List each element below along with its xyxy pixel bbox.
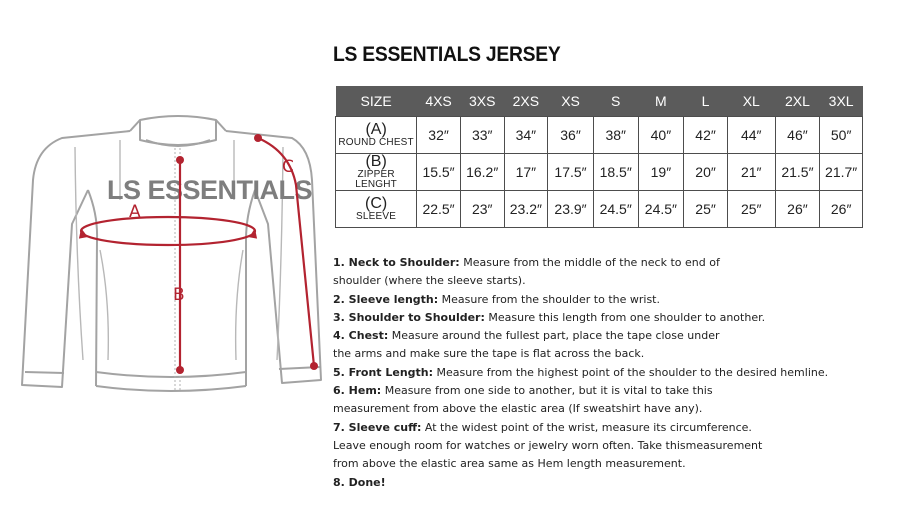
jersey-illustration	[0, 0, 330, 525]
row-letter: (B)	[365, 153, 387, 170]
chest-measurement-marker	[77, 202, 259, 245]
table-cell: 33″	[460, 117, 504, 154]
instruction-line	[333, 382, 853, 400]
instruction-line	[333, 291, 853, 309]
table-cell: 32″	[417, 117, 461, 154]
header-4xs: 4XS	[417, 86, 461, 117]
jersey-brand-label: LS ESSENTIALS	[107, 175, 313, 205]
table-cell: 42″	[684, 117, 728, 154]
chest-marker-letter: A	[129, 202, 141, 222]
table-cell: 40″	[638, 117, 684, 154]
table-cell: 23.2″	[504, 191, 548, 228]
row-letter: (C)	[365, 195, 388, 212]
header-xl: XL	[727, 86, 775, 117]
instruction-label: 2. Sleeve length:	[333, 292, 439, 306]
table-cell: 36″	[548, 117, 594, 154]
instruction-line	[333, 419, 853, 437]
table-cell: 26″	[820, 191, 863, 228]
instruction-line	[333, 254, 853, 272]
page-title: LS ESSENTIALS JERSEY	[333, 43, 561, 66]
zipper-marker-letter: B	[173, 285, 185, 305]
instruction-text: Measure from the middle of the neck to end of	[459, 256, 720, 269]
instruction-text: shoulder (where the sleeve starts).	[333, 274, 526, 288]
instruction-label: 4. Chest:	[333, 329, 389, 343]
instruction-text: Measure from one side to another, but it is vital to take this	[381, 384, 713, 398]
table-cell: 21″	[727, 154, 775, 191]
header-size: SIZE	[336, 86, 417, 117]
table-cell: 50″	[820, 117, 863, 154]
header-2xs: 2XS	[504, 86, 548, 117]
table-cell: 15.5″	[417, 154, 461, 191]
instruction-label: 1. Neck to Shoulder:	[333, 256, 460, 269]
instruction-line	[333, 364, 853, 382]
table-cell: 17.5″	[548, 154, 594, 191]
sleeve-measurement-marker	[254, 134, 318, 370]
row-letter: (A)	[365, 121, 387, 138]
table-cell: 24.5″	[593, 191, 638, 228]
instruction-line	[333, 437, 853, 455]
table-cell: 17″	[504, 154, 548, 191]
table-cell: 18.5″	[593, 154, 638, 191]
table-cell: 16.2″	[460, 154, 504, 191]
instruction-line	[333, 309, 853, 327]
table-cell: 23.9″	[548, 191, 594, 228]
instruction-text: At the widest point of the wrist, measure its circumference.	[421, 420, 752, 434]
instruction-line	[333, 474, 853, 492]
size-chart-table	[335, 86, 863, 228]
header-3xs: 3XS	[460, 86, 504, 117]
table-cell: 19″	[638, 154, 684, 191]
row-label-cell	[336, 191, 417, 228]
instruction-label: 6. Hem:	[333, 384, 382, 398]
row-label-cell	[336, 154, 417, 191]
instruction-label: 8. Done!	[333, 475, 386, 489]
table-cell: 23″	[460, 191, 504, 228]
table-row-sleeve	[336, 191, 863, 228]
instruction-text: Measure from the highest point of the shoulder to the desired hemline.	[433, 365, 829, 379]
header-m: M	[638, 86, 684, 117]
table-row-round-chest	[336, 117, 863, 154]
table-cell: 46″	[775, 117, 820, 154]
table-cell: 25″	[684, 191, 728, 228]
instruction-text: Measure from the shoulder to the wrist.	[438, 292, 660, 306]
instruction-line	[333, 400, 853, 418]
table-cell: 38″	[593, 117, 638, 154]
row-caption: ZIPPER LENGHT	[355, 169, 397, 190]
table-cell: 22.5″	[417, 191, 461, 228]
instruction-text: from above the elastic area same as Hem length measurement.	[333, 457, 686, 471]
instruction-text: measurement from above the elastic area (If sweatshirt have any).	[333, 402, 703, 416]
table-cell: 26″	[775, 191, 820, 228]
header-3xl: 3XL	[820, 86, 863, 117]
row-caption: ROUND CHEST	[338, 137, 414, 148]
instruction-line	[333, 455, 853, 473]
measurement-instructions	[333, 254, 853, 492]
instruction-label: 7. Sleeve cuff:	[333, 420, 422, 434]
jersey-outline	[22, 116, 321, 391]
table-cell: 24.5″	[638, 191, 684, 228]
instruction-text: Measure around the fullest part, place the tape close under	[388, 329, 720, 343]
instruction-text: Measure this length from one shoulder to another.	[484, 310, 766, 324]
header-2xl: 2XL	[775, 86, 820, 117]
table-cell: 44″	[727, 117, 775, 154]
instruction-line	[333, 327, 853, 345]
instruction-line	[333, 345, 853, 363]
sleeve-marker-letter: C	[282, 157, 294, 177]
header-xs: XS	[548, 86, 594, 117]
instruction-text: the arms and make sure the tape is flat across the back.	[333, 347, 645, 361]
instruction-label: 3. Shoulder to Shoulder:	[333, 310, 485, 324]
table-cell: 21.5″	[775, 154, 820, 191]
table-cell: 25″	[727, 191, 775, 228]
instruction-label: 5. Front Length:	[333, 365, 434, 379]
table-cell: 34″	[504, 117, 548, 154]
instruction-line	[333, 272, 853, 290]
header-l: L	[684, 86, 728, 117]
table-row-zipper-length	[336, 154, 863, 191]
table-cell: 21.7″	[820, 154, 863, 191]
size-header-row	[336, 86, 863, 117]
row-label-cell	[336, 117, 417, 154]
table-cell: 20″	[684, 154, 728, 191]
row-caption: SLEEVE	[356, 211, 397, 222]
header-s: S	[593, 86, 638, 117]
instruction-text: Leave enough room for watches or jewelry worn often. Take thismeasurement	[333, 438, 763, 452]
